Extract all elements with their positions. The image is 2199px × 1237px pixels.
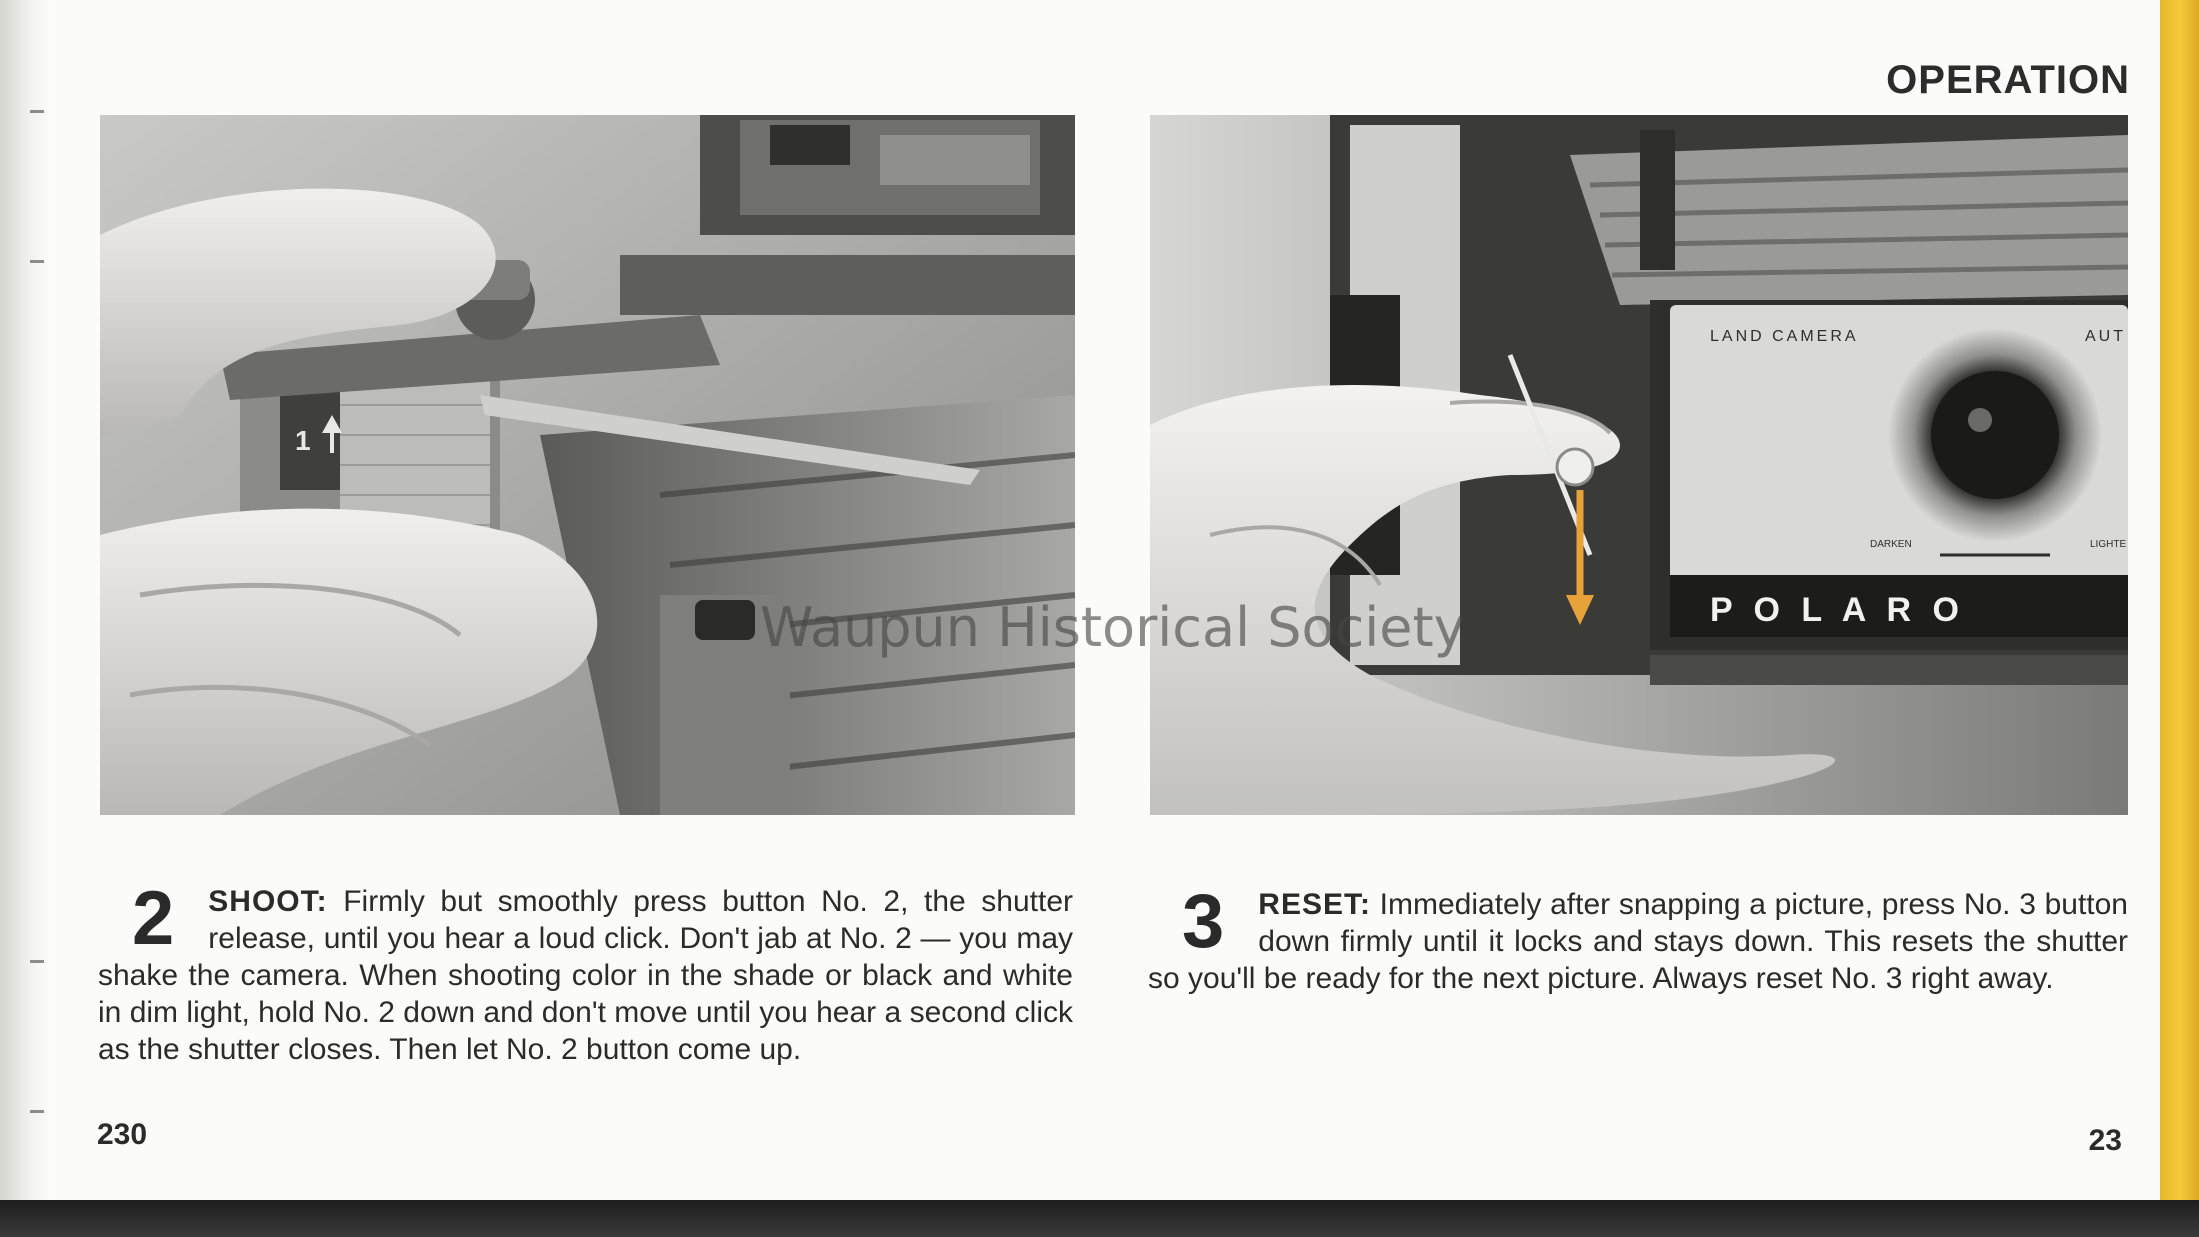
step-number: 2 bbox=[132, 876, 175, 961]
page-number-right: 23 bbox=[2088, 1124, 2122, 1157]
step-body: Firmly but smoothly press button No. 2, the shutter release, until you hear a loud click. Don't jab at No. 2 — you may shake the camera. When shooting color in the shade or black and white in dim light, hold No. 2 down and don't move until you hear a second click as the shutter closes. Then let No. 2 button come up. bbox=[98, 885, 1074, 1066]
binding-shadow bbox=[0, 0, 50, 1200]
watermark: Waupun Historical Society bbox=[760, 596, 1466, 659]
step-heading: SHOOT: bbox=[208, 885, 328, 918]
scan-bottom-edge bbox=[0, 1200, 2199, 1237]
film-tab-number: 1 bbox=[295, 425, 311, 456]
step-number: 3 bbox=[1182, 879, 1225, 964]
camera-model-label: LAND CAMERA bbox=[1710, 328, 1859, 345]
brand-label: P O L A R O bbox=[1710, 591, 1965, 629]
binding-mark bbox=[30, 960, 44, 963]
photo-reset-drawing bbox=[1150, 115, 2128, 815]
darken-label: DARKEN bbox=[1870, 539, 1912, 550]
camera-auto-label: AUT bbox=[2085, 328, 2126, 345]
binding-mark bbox=[30, 1110, 44, 1113]
binding-mark bbox=[30, 110, 44, 113]
cover-edge bbox=[2160, 0, 2199, 1237]
section-title: OPERATION bbox=[1886, 58, 2130, 102]
step-heading: RESET: bbox=[1258, 888, 1371, 921]
photo-shoot bbox=[100, 115, 1075, 815]
photo-shoot-drawing bbox=[100, 115, 1075, 815]
step-paragraph bbox=[1148, 879, 2128, 997]
step-paragraph bbox=[98, 876, 1074, 1068]
lighten-label: LIGHTE bbox=[2090, 539, 2127, 550]
step-body: Immediately after snapping a picture, press No. 3 button down firmly until it locks and stays down. This resets the shutter so you'll be ready for the next picture. Always reset No. 3 right away. bbox=[1148, 888, 2128, 995]
page-number-left: 230 bbox=[97, 1118, 148, 1151]
binding-mark bbox=[30, 260, 44, 263]
step-shoot bbox=[98, 876, 1074, 1068]
photo-reset bbox=[1150, 115, 2128, 815]
step-reset bbox=[1148, 879, 2128, 997]
